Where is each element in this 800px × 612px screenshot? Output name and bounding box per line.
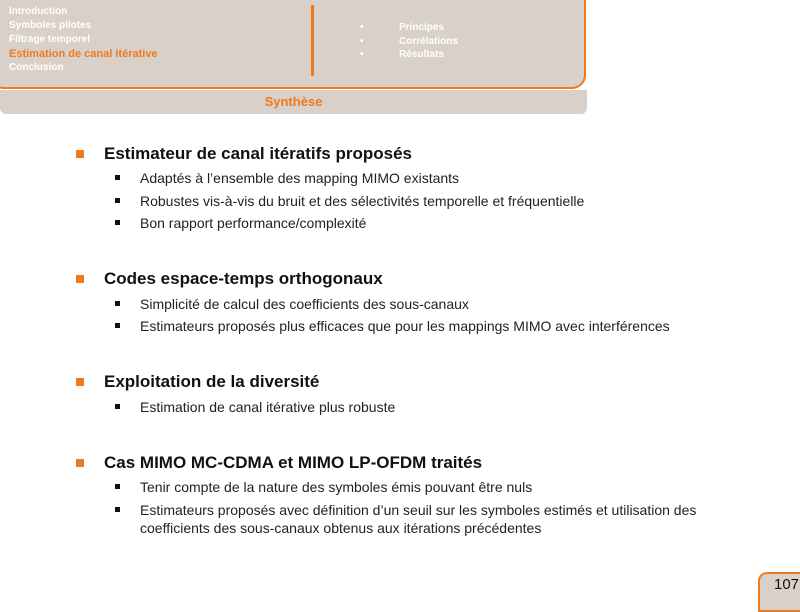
subnav-item-resultats[interactable] <box>360 48 458 62</box>
black-square-bullet-icon <box>115 198 120 203</box>
bullet-subitem: Estimateurs proposés avec définition d’un seuil sur les symboles estimés et utilisation des coefficients des sous-canaux obtenus aux itérations précédentes <box>140 502 697 536</box>
subnav-label: Corrélations <box>399 35 458 47</box>
bullet-subitem: Adaptés à l’ensemble des mapping MIMO existants <box>140 170 460 186</box>
bullet-icon: • <box>360 35 364 47</box>
bullet-subitem: Tenir compte de la nature des symboles émis pouvant être nuls <box>140 479 533 495</box>
page-number: 107 <box>774 576 800 593</box>
bullet-subitem: Bon rapport performance/complexité <box>140 215 367 231</box>
nav-item-introduction[interactable]: Introduction <box>9 6 68 17</box>
black-square-bullet-icon <box>115 404 120 409</box>
subnav-label: Principes <box>399 22 445 33</box>
subnav-item-principes[interactable] <box>360 21 458 35</box>
orange-square-bullet-icon <box>76 378 84 386</box>
orange-square-bullet-icon <box>76 459 84 467</box>
orange-square-bullet-icon <box>76 150 84 158</box>
section-title: Synthèse <box>264 94 323 109</box>
bullet-heading: Exploitation de la diversité <box>104 372 320 391</box>
nav-divider <box>311 5 314 76</box>
bullet-icon: • <box>360 22 364 33</box>
black-square-bullet-icon <box>115 507 120 512</box>
bullet-heading: Estimateur de canal itératifs proposés <box>104 144 412 163</box>
bullet-subitem: Simplicité de calcul des coefficients des sous-canaux <box>140 296 469 312</box>
nav-item-filtrage-temporel[interactable]: Filtrage temporel <box>9 34 91 45</box>
orange-square-bullet-icon <box>76 275 84 283</box>
nav-item-estimation-canal-iterative[interactable]: Estimation de canal itérative <box>9 48 158 60</box>
subnav-item-correlations[interactable] <box>360 35 458 49</box>
bullet-subitem: Estimation de canal itérative plus robuste <box>140 399 396 415</box>
black-square-bullet-icon <box>115 323 120 328</box>
black-square-bullet-icon <box>115 484 120 489</box>
nav-item-symboles-pilotes[interactable]: Symboles pilotes <box>9 20 92 31</box>
black-square-bullet-icon <box>115 220 120 225</box>
nav-item-conclusion[interactable]: Conclusion <box>9 62 64 73</box>
bullet-subitem: Estimateurs proposés plus efficaces que pour les mappings MIMO avec interférences <box>140 318 670 334</box>
subsection-nav <box>360 21 458 62</box>
section-title-bar <box>0 90 587 114</box>
page-number-tab <box>758 572 800 612</box>
black-square-bullet-icon <box>115 175 120 180</box>
bullet-subitem: Robustes vis-à-vis du bruit et des sélectivités temporelle et fréquentielle <box>140 193 585 209</box>
bullet-heading: Cas MIMO MC-CDMA et MIMO LP-OFDM traités <box>104 453 483 472</box>
bullet-icon: • <box>360 49 364 60</box>
bullet-heading: Codes espace-temps orthogonaux <box>104 269 383 288</box>
subnav-label: Résultats <box>399 49 445 60</box>
section-nav <box>9 5 309 75</box>
black-square-bullet-icon <box>115 301 120 306</box>
